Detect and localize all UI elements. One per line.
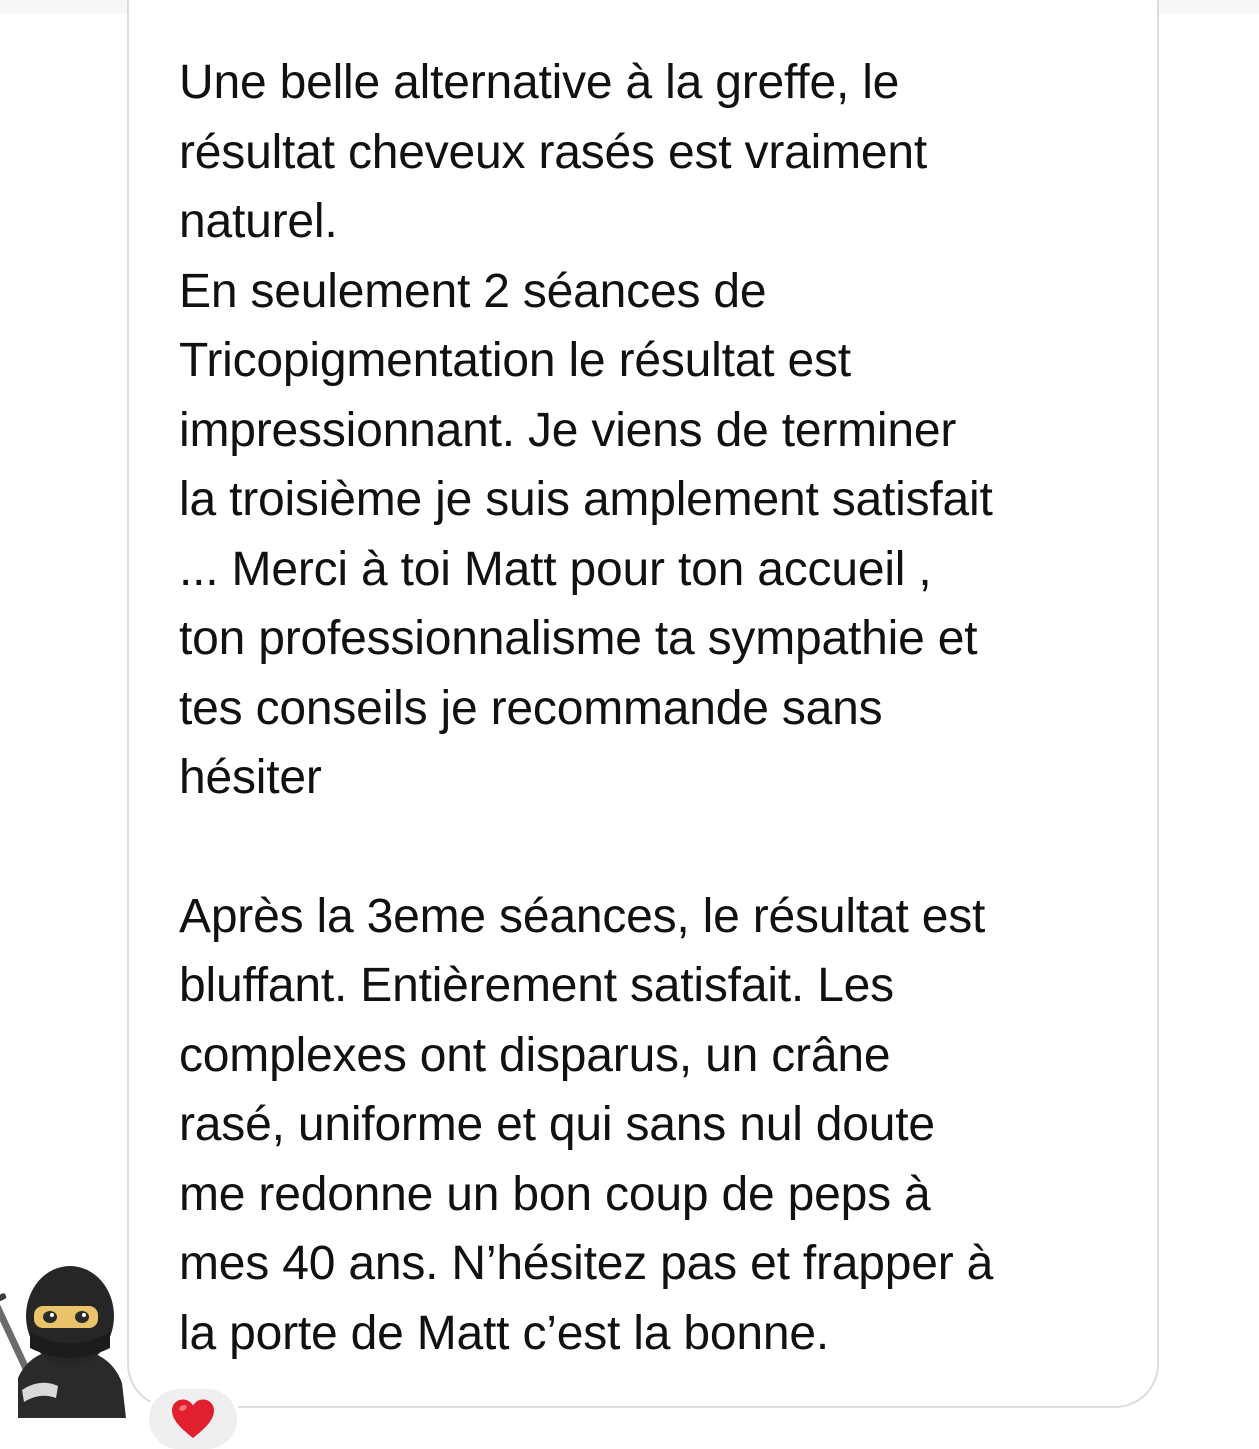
message-paragraph: Après la 3eme séances, le résultat est bluffant. Entièrement satisfait. Les complexes ont disparus, un crâne rasé, uniforme et qui sans nul doute me redonne un bon coup de peps à mes 40 ans. N’hésitez pas et frapper à la porte de Matt c’est la bonne.	[179, 889, 994, 1360]
reaction-badge[interactable]	[146, 1386, 240, 1449]
message-paragraph: Une belle alternative à la greffe, le résultat cheveux rasés est vraiment naturel.	[179, 56, 927, 248]
avatar[interactable]	[0, 1258, 132, 1418]
paragraph-gap	[179, 813, 1139, 882]
message-text	[179, 48, 1139, 1368]
ninja-icon	[0, 1258, 132, 1418]
message-paragraph: En seulement 2 séances de Tricopigmentation le résultat est impressionnant. Je viens de terminer la troisième je suis amplement satisfait ... Merci à toi Matt pour ton accueil , ton professionnalisme ta sympathie et tes conseils je recommande sans hésiter	[179, 264, 993, 804]
red-heart-icon	[170, 1398, 216, 1440]
